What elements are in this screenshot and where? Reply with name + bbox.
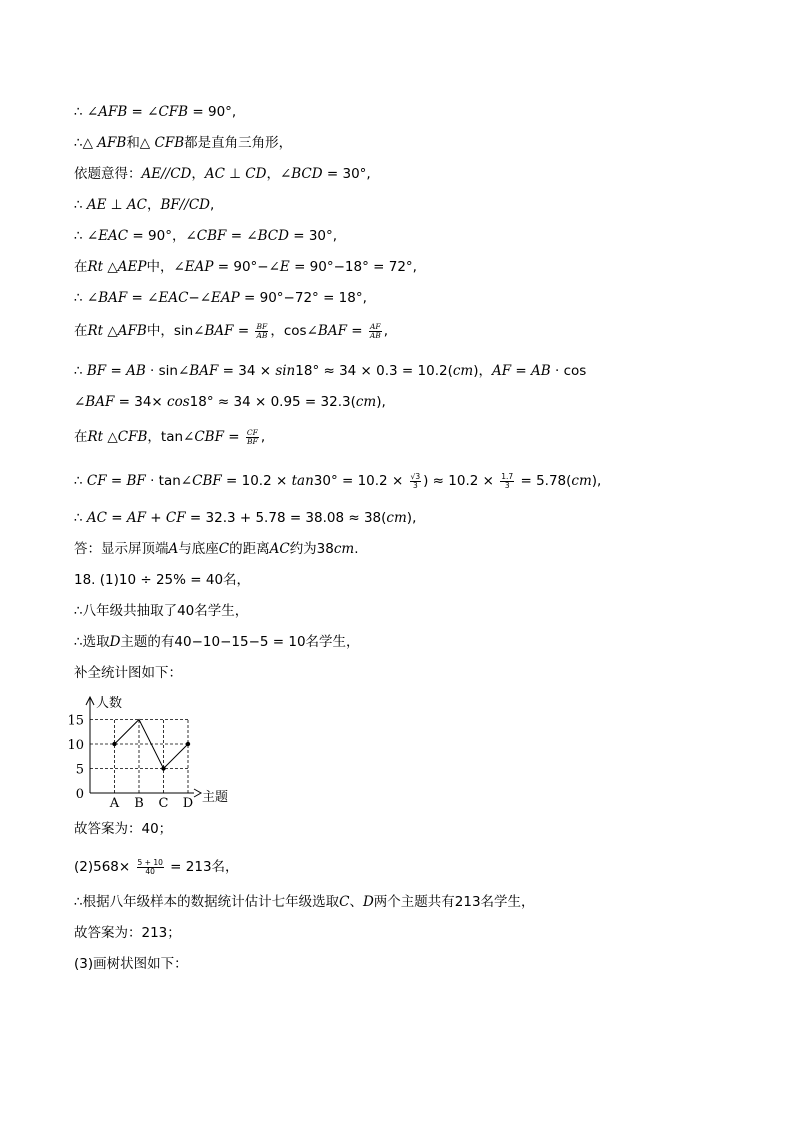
answer-line: 答：显示屏顶端A与底座C的距离AC约为38cm. — [74, 541, 359, 557]
fraction: $\frac{CF}{BF}$ — [246, 427, 258, 446]
x-tick-label: C — [158, 796, 169, 808]
math-line: 在Rt △CFB，tan∠CBF = $\frac{CF}{BF}$ , — [74, 427, 266, 446]
math-line: (3)画树状图如下： — [74, 956, 188, 972]
math-line: 在Rt △AEP中，∠EAP = 90°−∠E = 90°−18° = 72°, — [74, 259, 417, 275]
data-point — [112, 742, 116, 746]
chart-intro: 补全统计图如下： — [74, 665, 182, 681]
math-line: ∴根据八年级样本的数据统计估计七年级选取C、D两个主题共有213名学生， — [74, 894, 535, 910]
question-18-part-1: 18. (1)10 ÷ 25% = 40名， — [74, 572, 251, 588]
math-line: ∴ AC = AF + CF = 32.3 + 5.78 = 38.08 ≈ 38(cm), — [74, 510, 417, 526]
answer-line: 故答案为：40； — [74, 821, 173, 837]
fraction: $\frac{1.7}{3}$ — [501, 471, 514, 490]
math-line: (2)568× $\frac{5 + 10}{40}$ = 213名， — [74, 857, 239, 876]
line-chart — [62, 693, 252, 808]
math-line: ∴ ∠AFB = ∠CFB = 90°, — [74, 104, 237, 120]
fraction: $\frac{5 + 10}{40}$ — [137, 857, 163, 876]
math-line: ∴ CF = BF · tan∠CBF = 10.2 × tan30° = 10.2 × $\frac{√3}{3}$ ) ≈ 10.2 × $\frac{1.7}{3}$ = 5.78(cm), — [74, 471, 602, 490]
x-axis-arrow — [194, 789, 201, 797]
math-line: ∴ BF = AB · sin∠BAF = 34 × sin18° ≈ 34 × 0.3 = 10.2(cm)，AF = AB · cos — [74, 363, 587, 379]
math-line: ∠BAF = 34× cos18° ≈ 34 × 0.95 = 32.3(cm), — [74, 394, 386, 410]
data-point — [161, 766, 165, 770]
x-tick-label: D — [182, 796, 194, 808]
math-line: ∴选取D主题的有40−10−15−5 = 10名学生， — [74, 634, 360, 650]
y-axis-label: 人数 — [96, 696, 123, 711]
y-tick-label: 10 — [67, 738, 84, 753]
x-tick-label: B — [134, 796, 144, 808]
math-line: 依题意得：AE//CD，AC ⊥ CD，∠BCD = 30°, — [74, 166, 371, 182]
y-tick-label: 5 — [75, 762, 84, 778]
x-tick-label: A — [109, 796, 120, 808]
math-line: ∴ ∠EAC = 90°，∠CBF = ∠BCD = 30°, — [74, 228, 338, 244]
x-axis-label: 主题 — [202, 790, 229, 805]
math-line: ∴ AE ⊥ AC，BF//CD, — [74, 197, 215, 213]
math-line: ∴△ AFB和△ CFB都是直角三角形， — [74, 135, 293, 151]
math-line: ∴ ∠BAF = ∠EAC−∠EAP = 90°−72° = 18°, — [74, 290, 367, 306]
answer-line: 故答案为：213； — [74, 925, 181, 941]
fraction: $\frac{√3}{3}$ — [410, 471, 421, 490]
fraction: $\frac{BF}{AB}$ — [256, 321, 268, 340]
math-line: ∴八年级共抽取了40名学生， — [74, 603, 249, 619]
y-tick-label: 0 — [75, 787, 84, 802]
math-line: 在Rt △AFB中，sin∠BAF = $\frac{BF}{AB}$ ，cos∠BAF = $\frac{AF}{AB}$ , — [74, 321, 389, 340]
fraction: $\frac{AF}{AB}$ — [369, 321, 381, 340]
y-tick-label: 15 — [67, 713, 84, 729]
data-point — [186, 742, 190, 746]
